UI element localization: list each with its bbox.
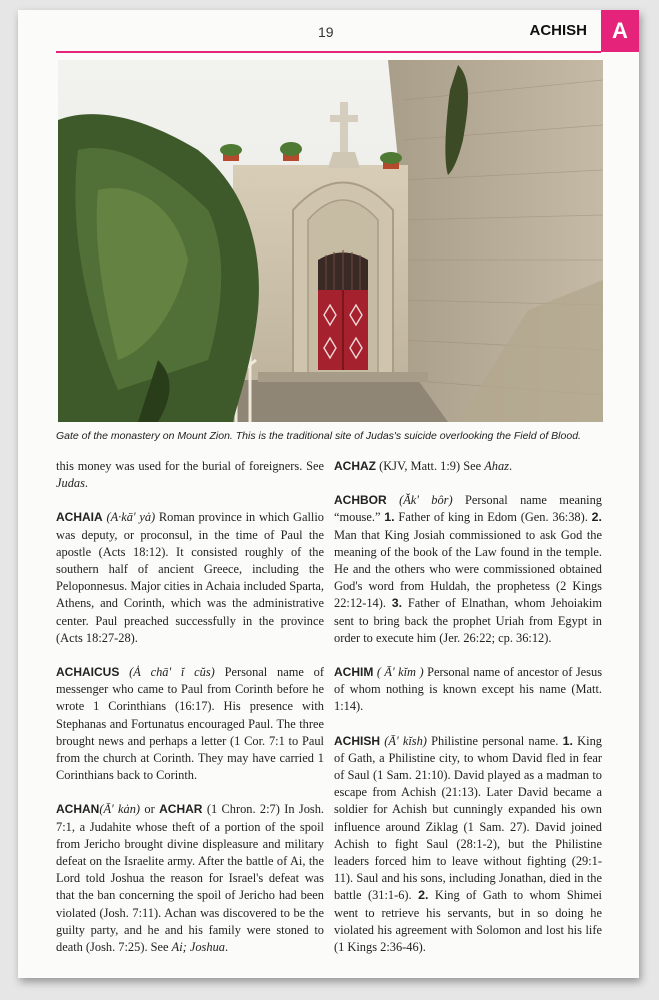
continued-entry-text [56, 458, 324, 492]
headword-alt: ACHAR [159, 802, 203, 817]
entry-body: Personal name of messenger who came to Paul from Corinth before he wrote 1 Corinthians (16:17). His presence with Stephanas and Fortunatus encouraged Paul. The three brought news and perhaps a letter (1 Cor. 7:1 to Paul from the church at Corinth. They may have carried 1 Corinthians back to Corinth. [56, 665, 324, 783]
entry-tail: . [509, 459, 513, 473]
letter-tab: A [601, 10, 639, 52]
sense-text: Man that King Josiah commissioned to ask God the meaning of the book of the Law found in the temple. He and the others who were commissioned obtained God's word from Huldah, the prophetess (2 Kings 22:12-14). [334, 527, 602, 611]
entry-achim [334, 664, 602, 716]
pronunciation: (Ȧ chā' ĭ cŭs) [129, 665, 215, 680]
sense-text: Father of king in Edom (Gen. 36:38). [398, 510, 588, 525]
entry-intro: Personal name meaning “mouse.” [334, 493, 602, 525]
continued-text: this money was used for the burial of foreigners. See [56, 459, 324, 473]
header-rule [56, 51, 601, 53]
or-connector: or [144, 802, 155, 817]
sense-number: 2. [591, 510, 602, 525]
cross-reference: Judas [56, 476, 85, 491]
headword: ACHAIA [56, 510, 103, 525]
photo-caption: Gate of the monastery on Mount Zion. This is the traditional site of Judas's suicide overlooking the Field of Blood. [56, 430, 581, 442]
entry-body: Personal name of ancestor of Jesus of whom nothing is known except his name (Matt. 1:14). [334, 665, 603, 714]
pronunciation: ( Ā' kĭm ) [376, 665, 424, 680]
pronunciation: (Ā' kȧn) [99, 802, 141, 817]
sense-number: 3. [391, 596, 403, 611]
page-header [18, 10, 639, 54]
monastery-gate-photo [58, 60, 603, 422]
headword: ACHAN [56, 802, 100, 817]
sense-text: Father of Elnathan, whom Jehoiakim sent to bring back the prophet Uriah from Egypt in order to execute him (Jer. 26:22; cp. 36:12). [334, 596, 602, 645]
entry-intro: Philistine personal name. [431, 733, 559, 748]
headword: ACHBOR [334, 493, 387, 508]
left-column [56, 458, 324, 973]
sense-text: King of Gath to whom Shimei went to retrieve his servants, but in so doing he violated his agreement with Solomon and lost his life (1 Kings 2:36-46). [334, 888, 602, 955]
sense-number: 1. [562, 733, 573, 748]
sense-number: 2. [418, 888, 429, 903]
entry-tail: . [224, 940, 229, 955]
cross-reference: Ahaz [484, 459, 509, 473]
entry-body: Roman province in which Gallio was deputy, or proconsul, in the time of Paul the apostle (Acts 18:12). It consisted roughly of the southern half of ancient Greece, including the Peloponnesus. Major cities in Achaia included Sparta, Athens, and Corinth, which was the administrative center. Paul preached successfully in the province (Acts 18:27-28). [56, 510, 324, 645]
entry-body: (1 Chron. 2:7) In Josh. 7:1, a Judahite whose theft of a portion of the spoil from Jericho brought divine displeasure and military defeat on the Israelite army. After the battle of Ai, the Lord told Joshua the reason for Israel's defeat was that the ban concerning the spoil of Jericho had been violated (Josh. 7:11). Achan was discovered to be the guilty party, and he and his family were stoned to death (Josh. 7:25). See [56, 802, 325, 955]
page-number: 19 [318, 24, 334, 40]
headword: ACHISH [334, 733, 381, 748]
entry-achan [56, 801, 324, 956]
entry-achaia [56, 509, 324, 647]
entry-tail: . [84, 476, 89, 491]
pronunciation: (Ăk' bôr) [399, 493, 453, 508]
sense-text: King of Gath, a Philistine city, to whom David fled in fear of Saul (1 Sam. 21:10). David played as a madman to escape from Achish (21:13). Later David became a soldier for Achish but cunningly expanded his own influence around Ziklag (1 Sam. 27). David joined Achish to fight Saul (28:1-2), but the Philistine leaders forced him to leave without fighting (29:1-11). Saul and his sons, including Jonathan, died in the battle (31:1-6). [334, 733, 602, 903]
pronunciation: (A·kā' yȧ) [106, 510, 156, 525]
entry-achaicus [56, 664, 324, 784]
cross-reference: Ai; Joshua [171, 940, 225, 955]
headword: ACHIM [334, 665, 374, 680]
headword: ACHAICUS [56, 665, 120, 680]
headword: ACHAZ [334, 459, 376, 473]
dictionary-page [18, 10, 639, 978]
sense-number: 1. [384, 510, 395, 525]
pronunciation: (Ā' kĭsh) [384, 733, 427, 748]
right-column [334, 458, 602, 973]
entry-achaz [334, 458, 602, 475]
entry-achish [334, 733, 602, 957]
entry-body: (KJV, Matt. 1:9) See [379, 459, 485, 473]
entry-achbor [334, 492, 602, 647]
running-head: ACHISH [529, 22, 587, 39]
